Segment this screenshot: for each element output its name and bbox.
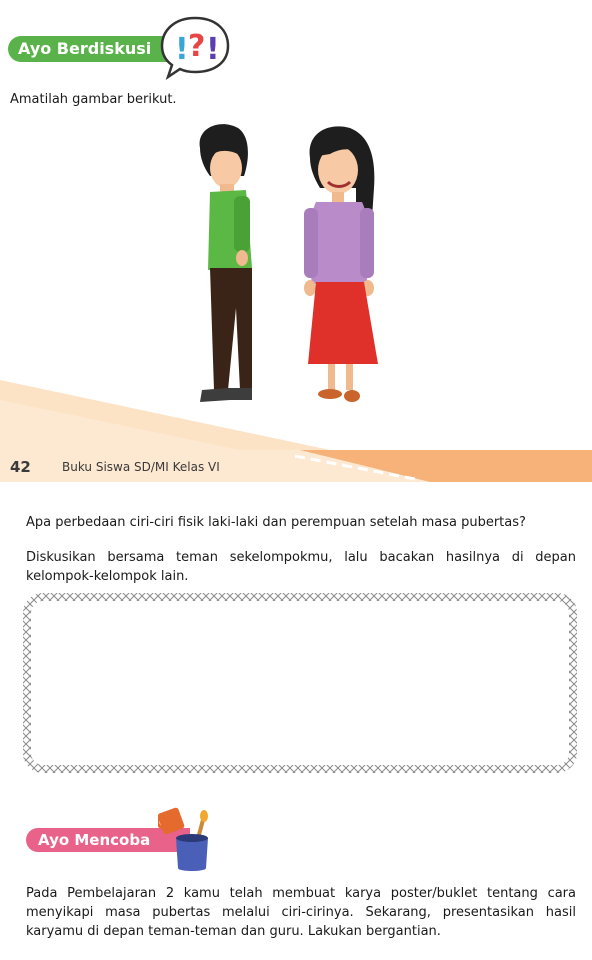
answer-box[interactable] [22, 592, 578, 774]
section-label-trying: Ayo Mencoba [26, 828, 190, 852]
svg-text:!: ! [175, 32, 189, 67]
book-title: Buku Siswa SD/MI Kelas VI [62, 460, 220, 474]
svg-text:?: ? [188, 29, 206, 64]
intro-text: Amatilah gambar berikut. [10, 92, 177, 107]
trying-instruction: Pada Pembelajaran 2 kamu telah membuat karya poster/buklet tentang cara menyikapi masa pubertas melalui ciri-cirinya. Sekarang, presentasikan hasil karyamu di depan teman-teman dan guru. Lakukan bergantian. [26, 886, 576, 939]
page-number: 42 [10, 458, 31, 476]
discussion-question: Apa perbedaan ciri-ciri fisik laki-laki dan perempuan setelah masa pubertas? [26, 515, 526, 530]
discussion-bubble-icon [158, 14, 232, 80]
discussion-instruction: Diskusikan bersama teman sekelompokmu, lalu bacakan hasilnya di depan kelompok-kelompok lain. [26, 550, 576, 584]
boy-figure [200, 124, 252, 402]
paint-cup-icon [158, 802, 214, 874]
section-label-discussion: Ayo Berdiskusi [8, 36, 168, 62]
girl-figure [304, 126, 378, 402]
boy-girl-illustration [180, 118, 400, 418]
svg-text:!: ! [206, 32, 220, 67]
